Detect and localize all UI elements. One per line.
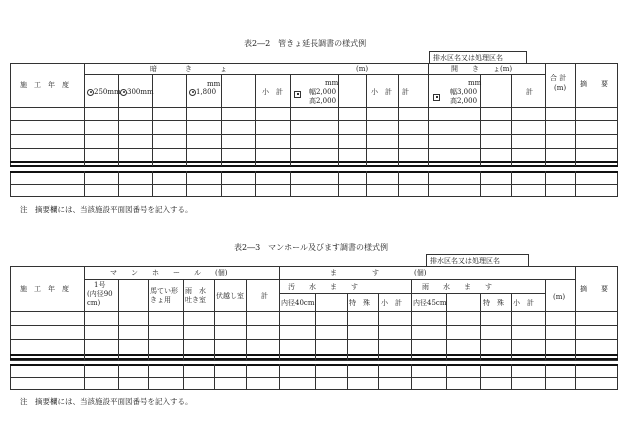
table1-col-total-unit: (m) xyxy=(554,84,567,92)
table2-mh-usui: 雨 水 xyxy=(185,287,206,295)
table1-col-year: 施 工 年 度 xyxy=(20,81,69,89)
box-culvert-icon xyxy=(294,91,301,98)
table1-row-line xyxy=(10,120,618,121)
table2-masu-osui: 汚 水 ま す xyxy=(288,283,358,291)
table2-special-2: 特 殊 xyxy=(483,299,504,307)
table2-mh-tsuikei: 馬てい形 xyxy=(150,287,178,295)
table1-box2-w: 幅3,000 xyxy=(450,88,478,96)
table2-subtotal-1: 小 計 xyxy=(381,299,402,307)
table1-frame xyxy=(10,63,618,166)
circle-pipe-icon xyxy=(120,89,127,96)
table2-mh-no1: 1号 xyxy=(94,281,106,289)
table2-subtotal-2: 小 計 xyxy=(513,299,534,307)
table1-unit-mm: mm xyxy=(207,80,221,88)
table2-mh-no1-sub: (内径90 xyxy=(87,290,113,298)
table2-mh-fukusetsu: 伏越し室 xyxy=(216,292,244,300)
table1-group-ankyo: 暗 き ょ xyxy=(150,65,227,73)
table2-mh-total: 計 xyxy=(261,292,268,300)
table2-group-manhole: マ ン ホ ー ル (個) xyxy=(110,269,228,277)
table1-group-kaikyo: 開 き ょ(m) xyxy=(451,65,513,73)
table1-unit-mm-3: mm xyxy=(468,79,482,87)
table1-unit-mm-2: mm xyxy=(325,79,339,87)
box-culvert-icon xyxy=(433,94,440,101)
table2-note: 注 摘要欄には、当該施設平面図番号を記入する。 xyxy=(20,397,193,406)
table2-col-year: 施 工 年 度 xyxy=(20,285,69,293)
table1-area-label: 排水区名又は処理区名 xyxy=(433,54,503,62)
table2-mh-tsuikei2: きょ用 xyxy=(150,296,171,304)
table2-group-masu: ま す (個) xyxy=(330,269,427,277)
table1-box1-h: 高2,000 xyxy=(309,97,337,105)
table1-box1 xyxy=(294,90,301,99)
table1-col-250: 250mm xyxy=(87,88,121,97)
table2-area-label: 排水区名又は処理区名 xyxy=(430,257,500,265)
table2-mh-no1-sub2: cm) xyxy=(87,299,101,307)
table2-title: 表2―3 マンホール及びます調書の様式例 xyxy=(234,243,389,252)
table1-note: 注 摘要欄には、当該施設平面図番号を記入する。 xyxy=(20,205,193,214)
circle-pipe-icon xyxy=(87,89,94,96)
table1-header-bottom xyxy=(10,107,618,108)
table1-thick-line xyxy=(10,161,618,163)
table1-col-1800: 1,800 xyxy=(189,88,216,97)
table1-subtotal-1: 小 計 xyxy=(262,88,283,96)
circle-pipe-icon xyxy=(189,89,196,96)
table2-masu-usui: 雨 水 ま す xyxy=(422,283,492,291)
table1-row-line xyxy=(10,148,618,149)
table1-col-total: 合 計 xyxy=(550,74,567,82)
table1-thick-line xyxy=(10,165,618,167)
table2-col-remarks: 摘 要 xyxy=(580,285,608,293)
table2-unit-m: (m) xyxy=(553,293,566,301)
table1-box1-w: 幅2,000 xyxy=(309,88,337,96)
table1-col-300: 300mm xyxy=(120,88,154,97)
table2-mh-usui2: 吐き室 xyxy=(185,296,206,304)
table1-row-line xyxy=(10,134,618,135)
table1-total-1: 計 xyxy=(402,88,409,96)
table1-total-2: 計 xyxy=(526,88,533,96)
table1-subtotal-2: 小 計 xyxy=(371,88,392,96)
table2-masu-usui-d: 内径45cm xyxy=(413,299,447,307)
table1-box2 xyxy=(433,93,440,102)
table2-special-1: 特 殊 xyxy=(349,299,370,307)
table1-box2-h: 高2,000 xyxy=(450,97,478,105)
table1-ankyo-unit: (m) xyxy=(356,65,369,73)
table1-title: 表2―2 管きょ延長調書の様式例 xyxy=(244,39,367,48)
table1-col-remarks: 摘 要 xyxy=(580,80,608,88)
table2-masu-osui-d: 内径40cm xyxy=(281,299,315,307)
table1-header-line xyxy=(84,74,545,75)
